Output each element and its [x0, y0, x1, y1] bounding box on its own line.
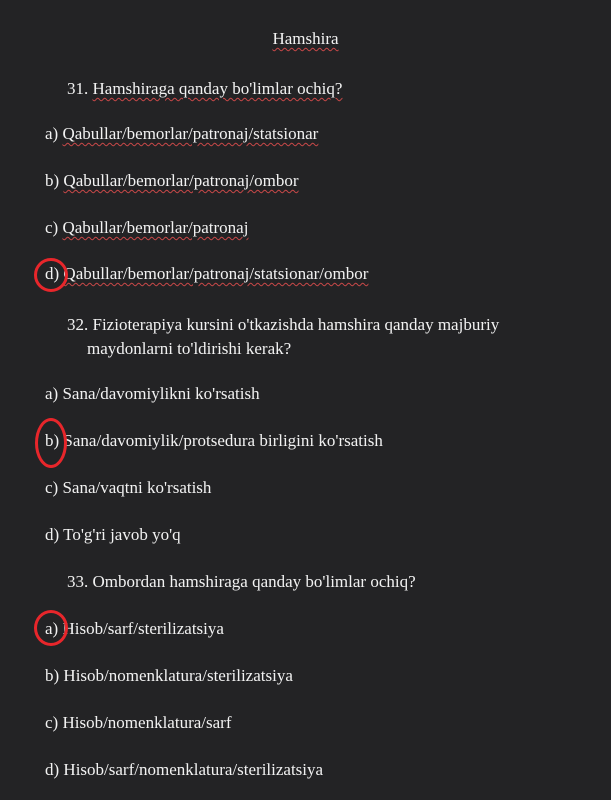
q33-option-b: [45, 664, 293, 688]
option-letter: b): [45, 431, 60, 450]
option-text: Sana/davomiylikni ko'rsatish: [62, 384, 260, 403]
q32-option-d: [45, 523, 181, 547]
question-text: Hamshiraga qanday bo'limlar ochiq?: [92, 79, 343, 98]
option-letter: c): [45, 218, 59, 237]
question-33: [67, 570, 416, 594]
option-letter: b): [45, 666, 60, 685]
option-letter: d): [45, 525, 60, 544]
option-text: Hisob/nomenklatura/sterilizatsiya: [63, 666, 293, 685]
option-text: Qabullar/bemorlar/patronaj/statsionar/ombor: [63, 264, 369, 283]
question-number: 33.: [67, 572, 89, 591]
page-title: Hamshira: [272, 29, 339, 48]
question-number: 31.: [67, 79, 89, 98]
q31-option-a: [45, 122, 318, 146]
option-text: Qabullar/bemorlar/patronaj/statsionar: [62, 124, 319, 143]
option-letter: b): [45, 171, 60, 190]
q33-option-a: [45, 617, 224, 641]
q31-option-c: [45, 216, 248, 240]
option-letter: a): [45, 124, 59, 143]
q31-option-b: [45, 169, 299, 193]
answer-mark-circle: [35, 418, 67, 468]
q32-option-b: [45, 429, 383, 453]
question-number: 32.: [67, 315, 89, 334]
option-letter: a): [45, 619, 59, 638]
q32-option-a: [45, 382, 260, 406]
option-text: To'g'ri javob yo'q: [63, 525, 181, 544]
q32-option-c: [45, 476, 211, 500]
answer-mark-circle: [34, 610, 68, 646]
question-text-line1: Fizioterapiya kursini o'tkazishda hamshira qanday majburiy: [92, 315, 500, 334]
option-text: Hisob/nomenklatura/sarf: [62, 713, 232, 732]
option-text: Hisob/sarf/nomenklatura/sterilizatsiya: [63, 760, 324, 779]
option-text: Qabullar/bemorlar/patronaj: [62, 218, 249, 237]
question-text: Ombordan hamshiraga qanday bo'limlar ochiq?: [92, 572, 416, 591]
q31-option-d: [45, 262, 368, 286]
option-letter: d): [45, 760, 60, 779]
option-text: Sana/vaqtni ko'rsatish: [62, 478, 212, 497]
q33-option-d: [45, 758, 323, 782]
question-31: [67, 77, 342, 101]
question-32: [67, 313, 567, 361]
option-letter: d): [45, 264, 60, 283]
option-text: Qabullar/bemorlar/patronaj/ombor: [63, 171, 299, 190]
option-text: Sana/davomiylik/protsedura birligini ko'rsatish: [63, 431, 383, 450]
option-text: Hisob/sarf/sterilizatsiya: [62, 619, 224, 638]
option-letter: a): [45, 384, 59, 403]
q33-option-c: [45, 711, 231, 735]
answer-mark-circle: [34, 258, 68, 292]
question-text-line2: maydonlarni to'ldirishi kerak?: [87, 339, 292, 358]
option-letter: c): [45, 478, 59, 497]
option-letter: c): [45, 713, 59, 732]
